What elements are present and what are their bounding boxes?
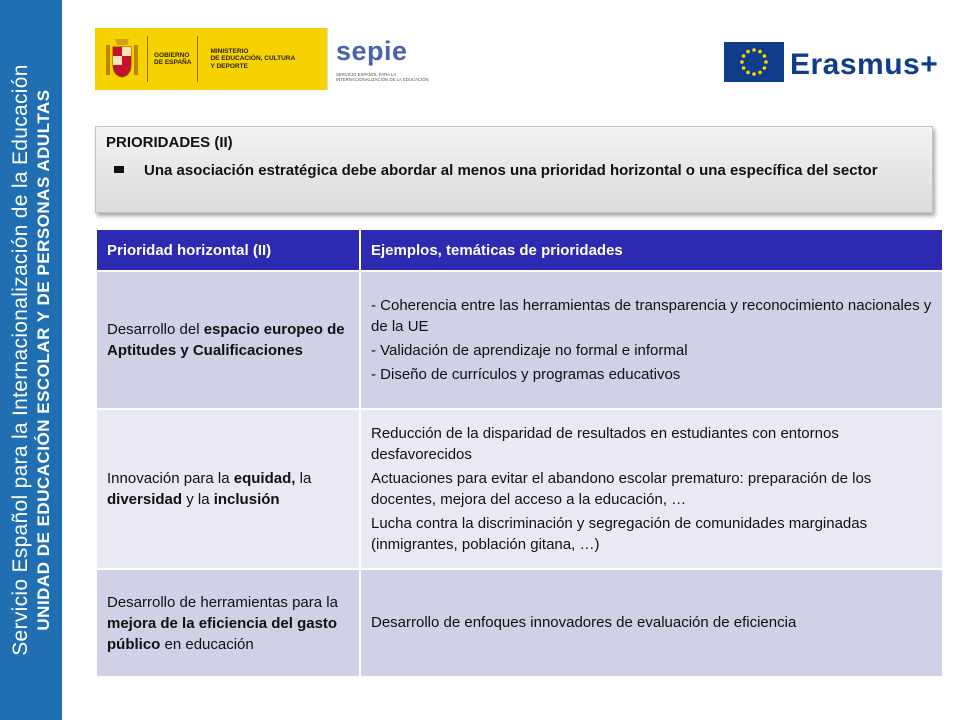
ministry-label: MINISTERIO DE EDUCACIÓN, CULTURA Y DEPORTE <box>210 47 296 70</box>
priority-text: en educación <box>160 635 254 653</box>
examples-cell <box>360 271 943 409</box>
example-item: Reducción de la disparidad de resultados en estudiantes con entornos desfavorecidos <box>371 424 839 463</box>
square-bullet-icon <box>114 166 124 173</box>
priority-text-bold: diversidad <box>107 491 183 508</box>
priority-text-bold: equidad, <box>233 470 296 487</box>
sidebar-title-line2: UNIDAD DE EDUCACIÓN ESCOLAR Y DE PERSONAS ADULTAS <box>33 89 53 631</box>
table-row <box>96 271 943 409</box>
table-row <box>96 409 943 569</box>
sepie-logo <box>327 28 432 90</box>
priority-text: Innovación para la <box>107 470 234 487</box>
priorities-bullet <box>114 160 922 181</box>
priority-text: Desarrollo de herramientas para la <box>107 593 338 611</box>
example-item: - Coherencia entre las herramientas de transparencia y reconocimiento nacionales y de la UE <box>371 296 932 335</box>
examples-cell <box>360 569 943 677</box>
priority-text: la <box>295 470 312 487</box>
example-item: Desarrollo de enfoques innovadores de evaluación de eficiencia <box>371 614 797 631</box>
priority-text-bold: espacio europeo de Aptitudes y Cualificaciones <box>107 321 345 359</box>
sepie-wordmark: sepie <box>336 36 408 66</box>
priorities-title: PRIORIDADES (II) <box>106 134 233 151</box>
logo-divider <box>147 36 148 82</box>
column-header-examples: Ejemplos, temáticas de prioridades <box>360 229 943 271</box>
government-logo <box>95 28 327 90</box>
gov-label: GOBIERNO DE ESPAÑA <box>154 51 192 66</box>
sepie-subtitle: SERVICIO ESPAÑOL PARA LA INTERNACIONALIZACIÓN DE LA EDUCACIÓN <box>336 72 429 83</box>
priority-text-bold: inclusión <box>213 491 280 508</box>
priority-cell <box>96 409 360 569</box>
table-header-row <box>96 229 943 271</box>
example-item: Actuaciones para evitar el abandono escolar prematuro: preparación de los docentes, mejora del acceso a la educación, … <box>371 469 872 508</box>
priorities-table <box>95 228 944 678</box>
sidebar-band <box>0 0 62 720</box>
logo-divider <box>197 36 198 82</box>
eu-flag-icon <box>724 42 784 82</box>
priority-text-bold: mejora de la eficiencia del gasto público <box>107 614 338 653</box>
example-item: Lucha contra la discriminación y segregación de comunidades marginadas (inmigrantes, población gitana, …) <box>371 514 868 553</box>
sidebar-title-line1: Servicio Español para la Internacionalización de la Educación <box>8 64 32 656</box>
priorities-box <box>95 126 933 213</box>
priorities-bullet-text: Una asociación estratégica debe abordar al menos una prioridad horizontal o una específica del sector <box>144 162 878 179</box>
column-header-priority: Prioridad horizontal (II) <box>96 229 360 271</box>
table-row <box>96 569 943 677</box>
sidebar-title <box>0 0 62 720</box>
priority-cell <box>96 271 360 409</box>
priority-cell <box>96 569 360 677</box>
erasmus-wordmark: Erasmus+ <box>790 48 939 81</box>
examples-cell <box>360 409 943 569</box>
example-item: - Diseño de currículos y programas educativos <box>371 365 681 383</box>
example-item: - Validación de aprendizaje no formal e informal <box>371 341 688 359</box>
coat-of-arms-icon <box>103 37 141 81</box>
priority-text: y la <box>182 491 214 508</box>
priority-text: Desarrollo del <box>107 321 204 338</box>
